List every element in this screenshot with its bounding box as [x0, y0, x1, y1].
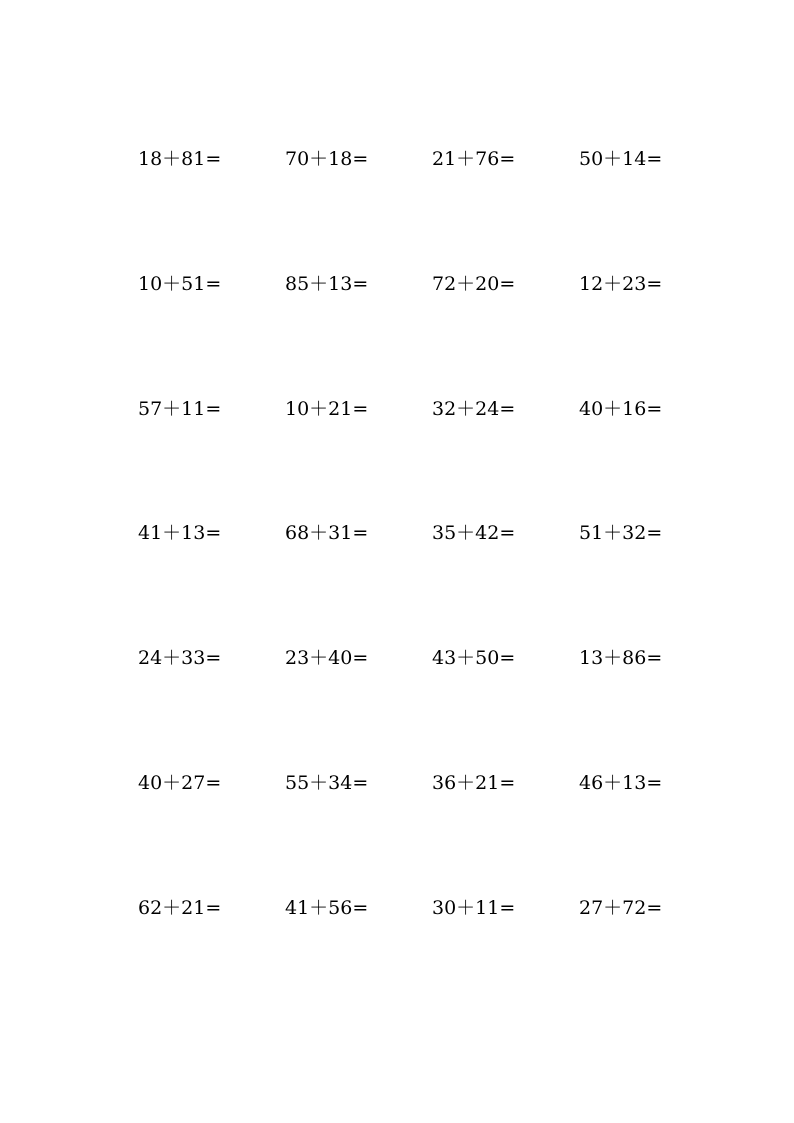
addition-problem: 72＋20= — [432, 273, 516, 295]
addition-problem: 41＋13= — [138, 522, 222, 544]
addition-problem: 24＋33= — [138, 647, 222, 669]
problem-row — [0, 643, 794, 673]
addition-problem: 10＋21= — [285, 398, 369, 420]
problem-row — [0, 144, 794, 174]
problem-row — [0, 518, 794, 548]
addition-problem: 85＋13= — [285, 273, 369, 295]
addition-problem: 35＋42= — [432, 522, 516, 544]
addition-problem: 43＋50= — [432, 647, 516, 669]
addition-problem: 10＋51= — [138, 273, 222, 295]
addition-problem: 68＋31= — [285, 522, 369, 544]
addition-problem: 36＋21= — [432, 772, 516, 794]
problem-row — [0, 269, 794, 299]
addition-problem: 27＋72= — [579, 897, 663, 919]
addition-problem: 12＋23= — [579, 273, 663, 295]
addition-problem: 51＋32= — [579, 522, 663, 544]
addition-problem: 40＋27= — [138, 772, 222, 794]
addition-problem: 57＋11= — [138, 398, 222, 420]
addition-problem: 41＋56= — [285, 897, 369, 919]
addition-problem: 55＋34= — [285, 772, 369, 794]
problem-row — [0, 893, 794, 923]
addition-problem: 21＋76= — [432, 148, 516, 170]
addition-problem: 46＋13= — [579, 772, 663, 794]
addition-problem: 40＋16= — [579, 398, 663, 420]
addition-problem: 32＋24= — [432, 398, 516, 420]
addition-problem: 62＋21= — [138, 897, 222, 919]
problem-row — [0, 768, 794, 798]
problem-row — [0, 394, 794, 424]
addition-problem: 13＋86= — [579, 647, 663, 669]
addition-problem: 18＋81= — [138, 148, 222, 170]
addition-problem: 30＋11= — [432, 897, 516, 919]
addition-problem: 50＋14= — [579, 148, 663, 170]
addition-problem: 23＋40= — [285, 647, 369, 669]
addition-problem: 70＋18= — [285, 148, 369, 170]
